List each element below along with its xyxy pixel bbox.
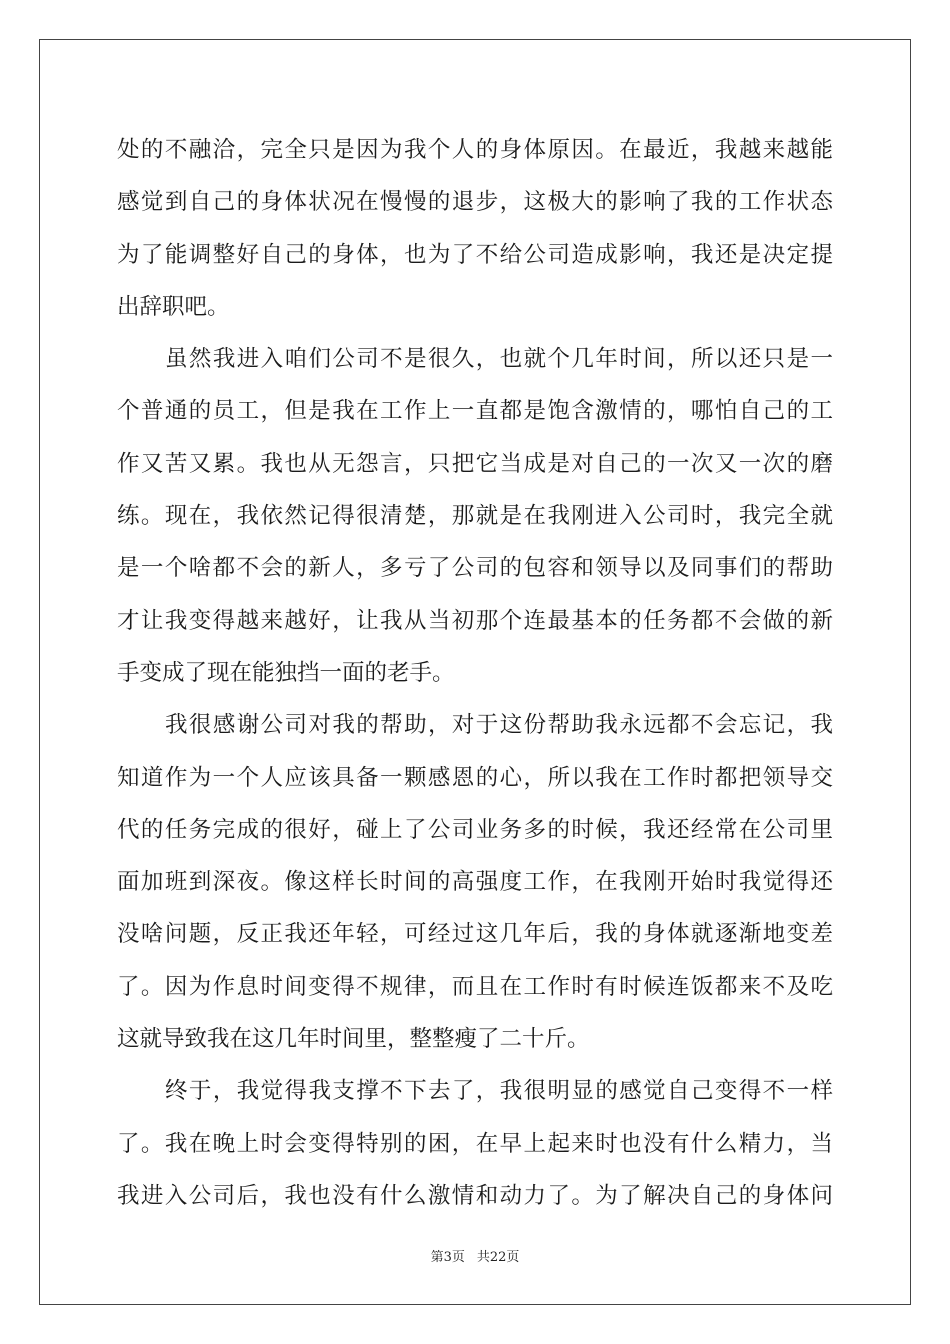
text-line: 面加班到深夜。像这样长时间的高强度工作，在我刚开始时我觉得还	[117, 869, 833, 896]
text-line: 了。我在晚上时会变得特别的困，在早上起来时也没有什么精力，当	[117, 1130, 833, 1157]
text-line: 手变成了现在能独挡一面的老手。	[117, 659, 455, 686]
text-line: 出辞职吧。	[117, 293, 230, 320]
text-line: 虽然我进入咱们公司不是很久，也就个几年时间，所以还只是一	[165, 346, 833, 373]
text-line: 为了能调整好自己的身体，也为了不给公司造成影响，我还是决定提	[117, 241, 833, 268]
text-line: 这就导致我在这几年时间里，整整瘦了二十斤。	[117, 1026, 590, 1053]
text-line: 感觉到自己的身体状况在慢慢的退步，这极大的影响了我的工作状态	[117, 189, 833, 216]
text-line: 我很感谢公司对我的帮助，对于这份帮助我永远都不会忘记，我	[165, 712, 833, 739]
text-line: 没啥问题，反正我还年轻，可经过这几年后，我的身体就逐渐地变差	[117, 921, 833, 948]
text-line: 作又苦又累。我也从无怨言，只把它当成是对自己的一次又一次的磨	[117, 450, 833, 477]
document-body	[117, 124, 833, 1222]
text-line: 知道作为一个人应该具备一颗感恩的心，所以我在工作时都把领导交	[117, 764, 833, 791]
text-line: 我进入公司后，我也没有什么激情和动力了。为了解决自己的身体问	[117, 1182, 833, 1209]
text-line: 才让我变得越来越好，让我从当初那个连最基本的任务都不会做的新	[117, 607, 833, 634]
page-footer	[0, 1246, 950, 1265]
text-line: 个普通的员工，但是我在工作上一直都是饱含激情的，哪怕自己的工	[117, 398, 833, 425]
text-line: 终于，我觉得我支撑不下去了，我很明显的感觉自己变得不一样	[165, 1078, 833, 1105]
text-line: 练。现在，我依然记得很清楚，那就是在我刚进入公司时，我完全就	[117, 503, 833, 530]
page-number: 第3页	[430, 1250, 465, 1265]
text-line: 是一个啥都不会的新人，多亏了公司的包容和领导以及同事们的帮助	[117, 555, 833, 582]
text-line: 了。因为作息时间变得不规律，而且在工作时有时候连饭都来不及吃	[117, 973, 833, 1000]
page-total: 共22页	[476, 1250, 520, 1265]
text-line: 处的不融洽，完全只是因为我个人的身体原因。在最近，我越来越能	[117, 137, 833, 163]
text-line: 代的任务完成的很好，碰上了公司业务多的时候，我还经常在公司里	[117, 816, 833, 843]
